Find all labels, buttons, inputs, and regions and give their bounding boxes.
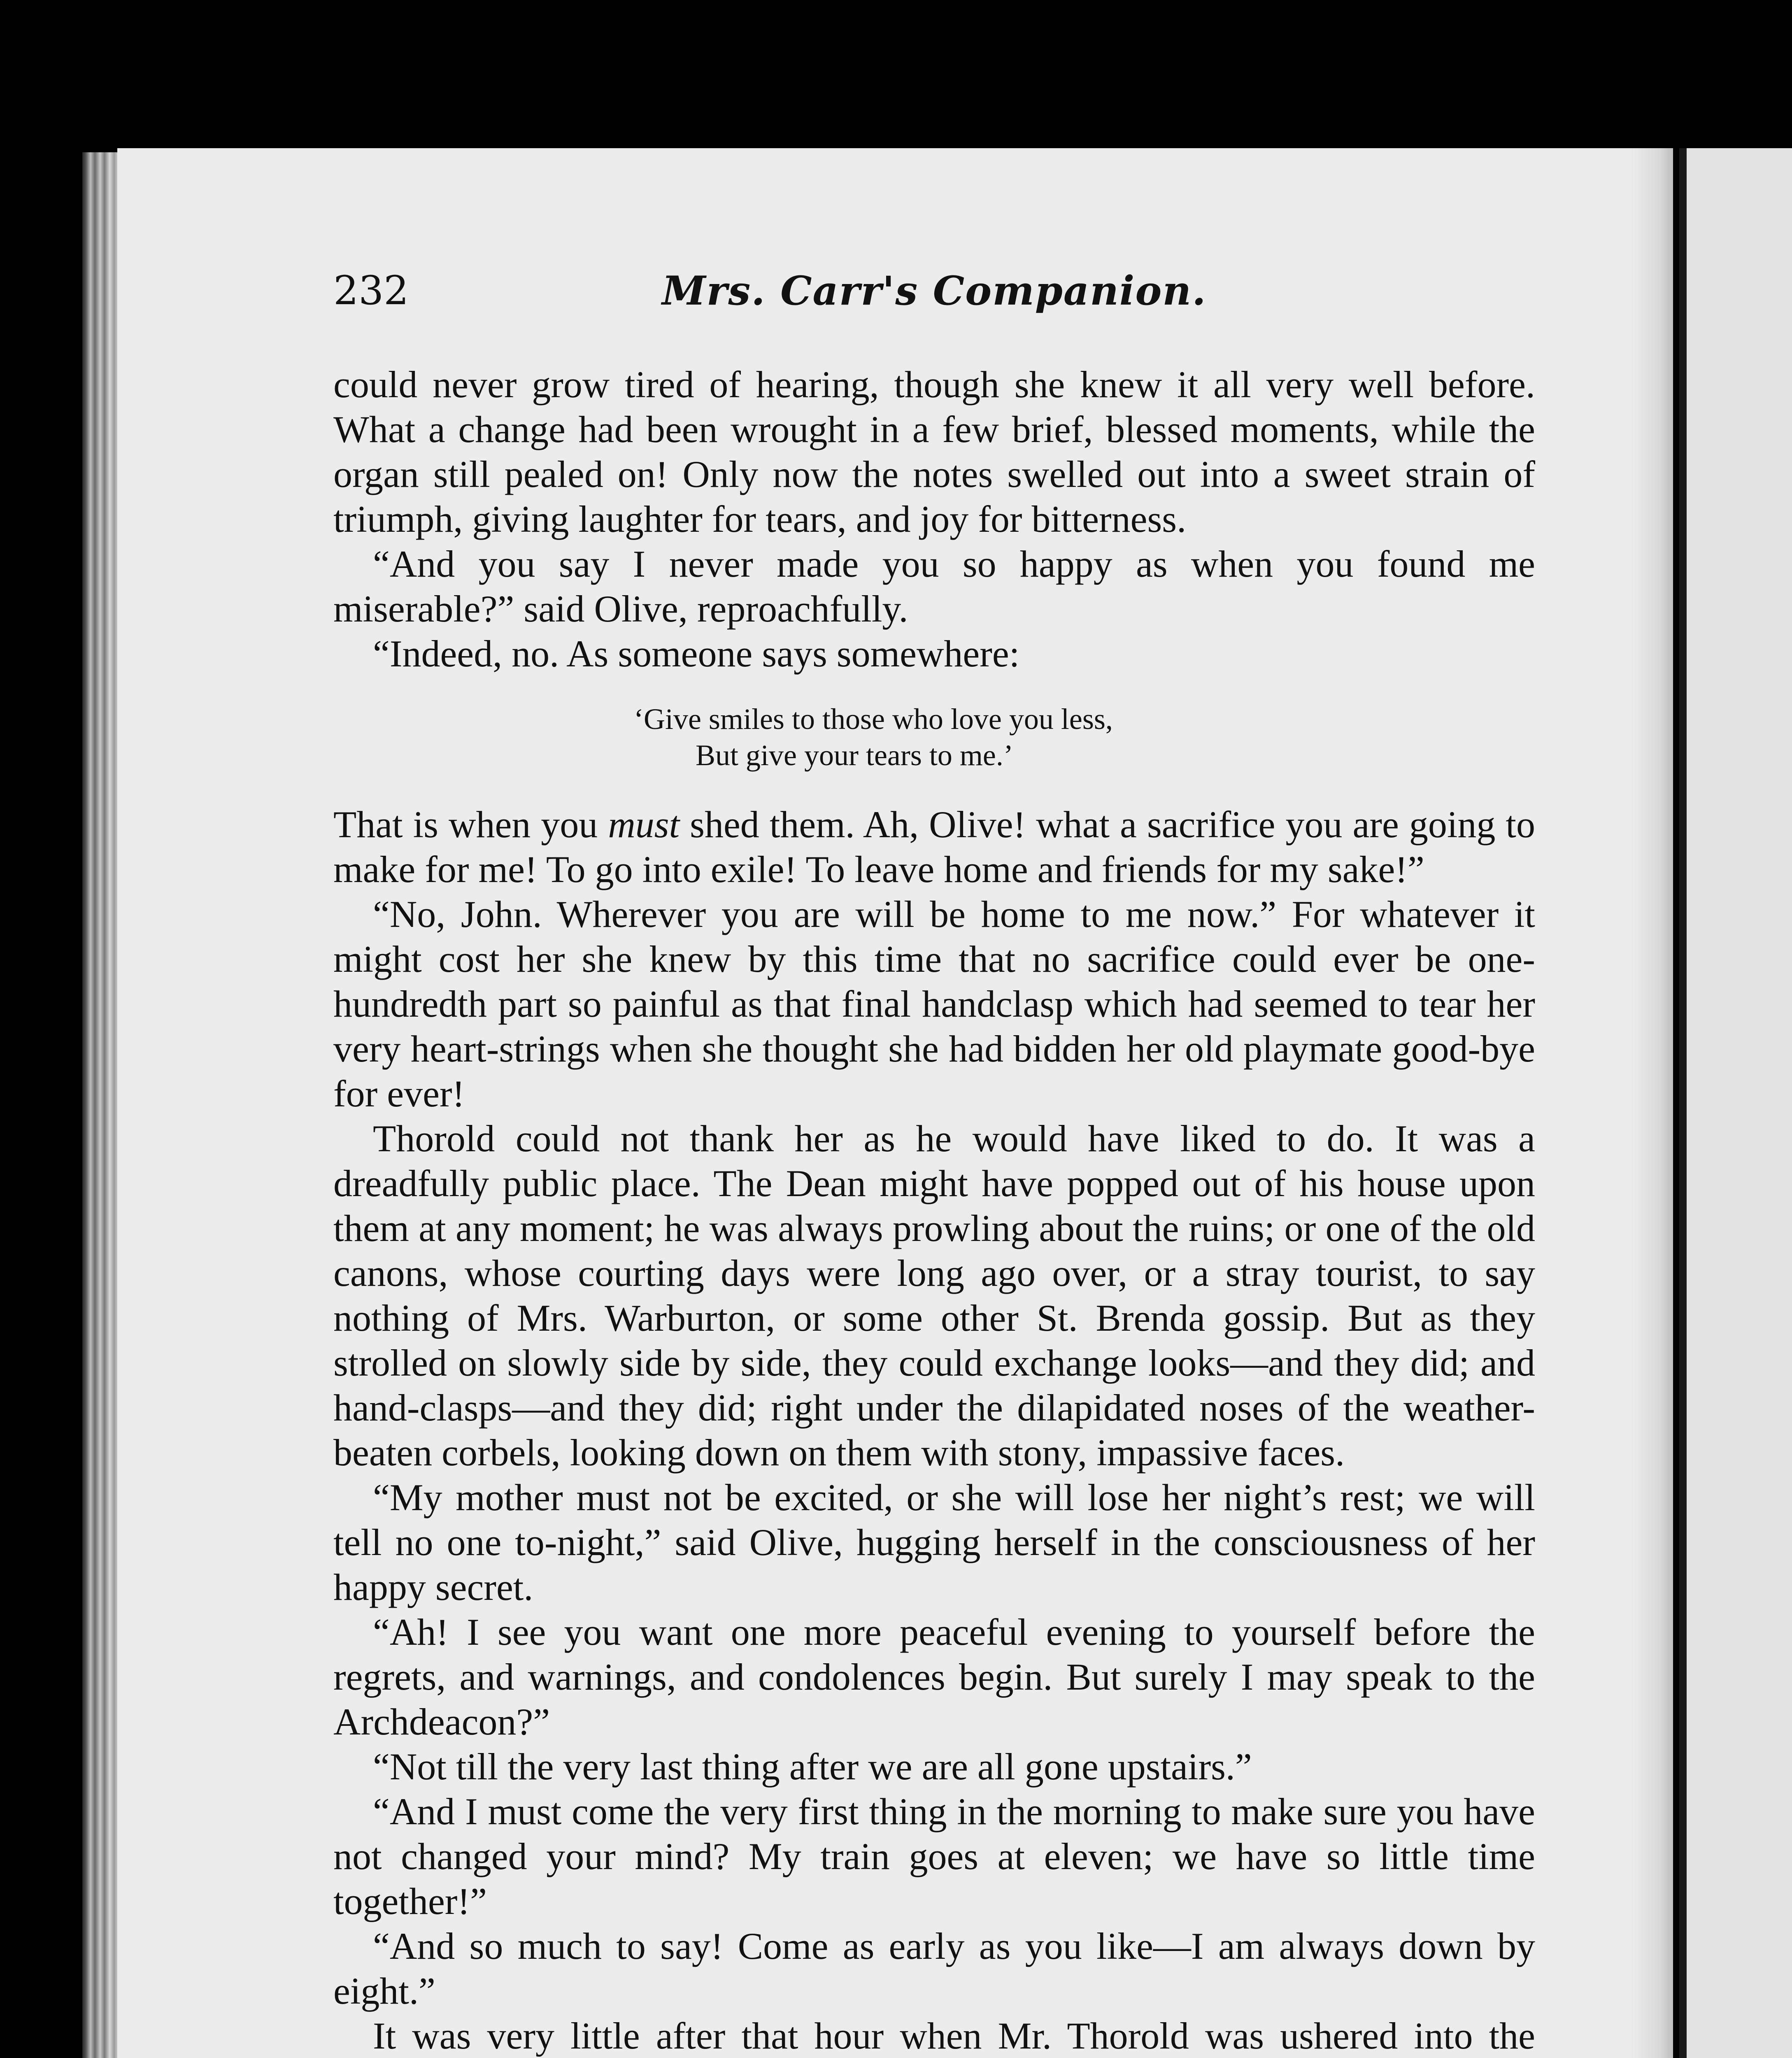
gutter-shadow [1630,148,1679,2058]
paragraph: “Not till the very last thing after we are all gone upstairs.” [373,1746,1252,1788]
paragraph: “And so much to say! Come as early as you like—I am always down by eight.” [333,1925,1535,2012]
emphasized-word: must [608,803,680,845]
verse-line: ‘Give smiles to those who love you less, [634,703,1113,736]
paragraph: It was very little after that hour when Mr. Thorold was ushered into the [373,2015,1535,2057]
paragraph: “No, John. Wherever you are will be home to me now.” For whatever it might cost her she knew by this time that no sacrifice could ever be one-hundredth part so painful as that final handclasp which had seemed to tear her very heart-strings when she thought she had bidden her old playmate good-bye for ever! [333,893,1535,1115]
paragraph: “And you say I never made you so happy as when you found me miserable?” said Olive, reproachfully. [333,543,1535,630]
page-number: 232 [333,268,409,314]
paragraph: “And I must come the very first thing in the morning to make sure you have not changed your mind? My train goes at eleven; we have so little time together!” [333,1790,1535,1922]
verse-line: But give your tears to me.’ [696,739,1013,772]
paragraph: “Ah! I see you want one more peaceful evening to yourself before the regrets, and warnings, and condolences begin. But surely I may speak to the Archdeacon?” [333,1611,1535,1743]
paragraph-continued: could never grow tired of hearing, though she knew it all very well before. What a change had been wrought in a few brief, blessed moments, while the organ still pealed on! Only now the notes swelled out into a sweet strain of triumph, giving laughter for tears, and joy for bitterness. [333,363,1535,540]
text-run: shed them. Ah, Olive! what a sacrifice you are going to make for me! To go into exile! To leave home and friends for my sake!” [333,803,1535,890]
running-title: Mrs. Carr's Companion. [662,268,1207,314]
verse-quotation [333,701,1535,773]
paragraph: Thorold could not thank her as he would have liked to do. It was a dreadfully public place. The Dean might have popped out of his house upon them at any moment; he was always prowling about the ruins; or one of the old canons, whose courting days were long ago over, or a stray tourist, to say nothing of Mrs. Warburton, or some other St. Brenda gossip. But as they strolled on slowly side by side, they could exchange looks—and they did; and hand-clasps—and they did; right under the dilapidated noses of the weather-beaten corbels, looking down on them with stony, impassive faces. [333,1117,1535,1474]
page-stack-edge [82,152,119,2058]
page-header [333,268,1535,329]
paragraph: “My mother must not be excited, or she will lose her night’s rest; we will tell no one to-night,” said Olive, hugging herself in the consciousness of her happy secret. [333,1476,1535,1608]
adjacent-page-edge [1679,148,1792,2058]
body-text [333,362,1535,2058]
paragraph: “Indeed, no. As someone says somewhere: [373,633,1020,675]
paragraph-after-verse [333,802,1535,892]
text-run: That is when you [333,803,608,845]
